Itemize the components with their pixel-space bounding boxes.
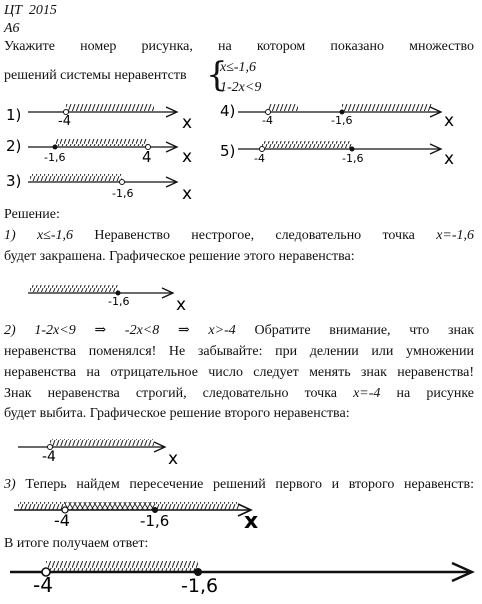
solution-hatching: [268, 104, 298, 111]
tick-label: -4: [42, 449, 56, 465]
axis-label: x: [176, 295, 187, 315]
solution-step-3: [4, 475, 474, 494]
axis-label: x: [444, 111, 455, 131]
solution-graph-3: [14, 502, 258, 534]
option-5-figure: [220, 141, 454, 169]
solution-heading: Решение:: [4, 207, 60, 222]
option-2-figure: [6, 137, 192, 167]
step-text: на рисунке: [396, 386, 474, 401]
solution-hatching: [50, 439, 154, 446]
solution-hatching: [55, 139, 148, 146]
option-number: 5): [220, 142, 236, 160]
solution-step-2-line-3: неравенства на отрицательное число следует менять знак неравенства!: [4, 365, 474, 380]
step-text: Знак неравенства строгий, следовательно точка: [4, 386, 337, 401]
solution-hatching: [342, 104, 432, 111]
solution-step-2-line-2: неравенства поменялся! Не забывайте: при делении или умножении: [4, 344, 474, 359]
axis-label: x: [168, 449, 179, 469]
tick-label: -1,6: [108, 295, 130, 308]
step-text: Теперь найдем пересечение решений первого и второго неравенств:: [25, 477, 475, 492]
step-point: x=-1,6: [436, 228, 475, 243]
tick-label: -4: [58, 114, 71, 129]
hatching-intersection: [65, 502, 155, 510]
solution-step-2-line-5: будет выбита. Графическое решение второго неравенства:: [4, 406, 350, 421]
final-answer-graph: [10, 561, 472, 597]
step-point: x=-4: [353, 386, 381, 401]
step-text: Обратите внимание, что знак: [254, 323, 475, 338]
tick-label: -1,6: [181, 575, 219, 597]
filled-point: [53, 145, 58, 150]
solution-step-2-line-1: [4, 321, 474, 340]
solution-graph-2: [18, 439, 178, 469]
option-1-figure: [6, 104, 192, 133]
option-number: 1): [6, 106, 22, 124]
step-math: 2) 1-2x<9 ⇒ -2x<8 ⇒ x>-4: [4, 323, 236, 338]
solution-hatching: [30, 285, 118, 292]
solution-hatching: [66, 104, 154, 111]
option-4-figure: [220, 102, 454, 131]
step-text: Неравенство нестрогое, следовательно точка: [94, 228, 415, 243]
solution-graph-1: [28, 285, 186, 315]
hatching-second: [155, 502, 240, 510]
tick-label: -1,6: [140, 512, 170, 530]
task-line-2: решений системы неравентств: [4, 68, 187, 83]
axis-label: x: [244, 509, 259, 534]
solution-step-2-line-4: [4, 384, 474, 403]
system-ineq-1: x≤-1,6: [220, 60, 257, 75]
solution-hatching: [46, 561, 198, 571]
tick-label: -1,6: [342, 152, 364, 165]
solution-step-1-line-2: будет закрашена. Графическое решение этого неравенства:: [4, 249, 355, 264]
open-point: [120, 180, 125, 185]
tick-label: -4: [262, 114, 273, 127]
system-ineq-2: 1-2x<9: [220, 80, 262, 95]
step-inequality: x≤-1,6: [36, 228, 74, 243]
axis-label: x: [182, 147, 193, 167]
option-number: 2): [6, 137, 22, 155]
solution-hatching: [262, 141, 352, 148]
tick-label: -1,6: [331, 114, 353, 127]
tick-label: -4: [54, 511, 70, 530]
step-number: 3): [4, 477, 16, 492]
option-3-figure: [6, 172, 192, 204]
axis-label: x: [182, 184, 193, 204]
tick-label: -1,6: [44, 151, 66, 164]
step-number: 1): [4, 228, 16, 243]
axis-label: x: [444, 149, 455, 169]
tick-label: 4: [142, 148, 152, 166]
tick-label: -4: [254, 152, 265, 165]
task-line-1: Укажите номер рисунка, на котором показано множество: [4, 39, 474, 54]
option-number: 4): [220, 102, 236, 120]
header-source: ЦТ: [4, 3, 22, 18]
tick-label: -4: [33, 573, 53, 597]
filled-point: [350, 147, 355, 152]
axis-label: x: [182, 113, 193, 133]
tick-label: -1,6: [112, 187, 134, 200]
solution-step-1-line-1: [4, 226, 474, 245]
hatching-first: [18, 502, 65, 510]
task-number: А6: [4, 21, 20, 36]
open-point: [260, 147, 265, 152]
header-year: 2015: [28, 3, 57, 18]
solution-hatching: [30, 174, 122, 181]
final-answer-text: В итоге получаем ответ:: [4, 536, 149, 551]
system-brace: {: [206, 55, 228, 95]
option-number: 3): [6, 172, 22, 190]
